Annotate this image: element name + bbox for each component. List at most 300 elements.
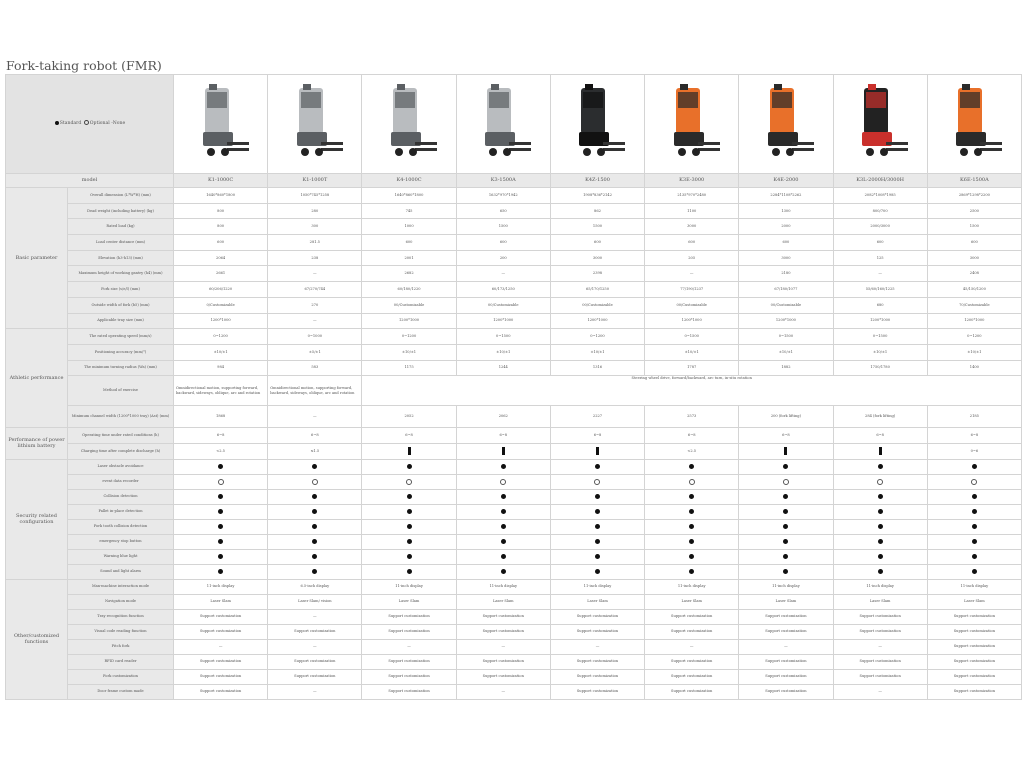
model-label: model (6, 174, 174, 188)
spec-value: 1200*1000 (362, 313, 456, 329)
param-label: Sound and light alarm (68, 564, 174, 579)
spec-value: 1316 (550, 360, 644, 376)
spec-value (833, 489, 927, 504)
model-name: K3L-2000H/3000H (833, 174, 927, 188)
param-label: Maximum height of working gantry (h4) (mm) (68, 266, 174, 282)
spec-row (6, 219, 1022, 235)
category-label: Performance of power lithium battery (6, 428, 68, 459)
spec-value: 280 (268, 203, 362, 219)
spec-row (6, 489, 1022, 504)
spec-value: 70/Customizable (927, 297, 1021, 313)
spec-value (927, 519, 1021, 534)
spec-value: — (833, 684, 927, 699)
spec-value: 984 (174, 360, 268, 376)
spec-value: — (174, 639, 268, 654)
spec-value: 600 (927, 235, 1021, 251)
param-label: Minimum channel width (1200*1000 tray) (Ast) (mm) (68, 406, 174, 428)
standard-dot-icon (972, 464, 977, 469)
spec-value (456, 564, 550, 579)
spec-value (362, 534, 456, 549)
param-label: Outside width of fork (b5) (mm) (68, 297, 174, 313)
spec-value: 2227 (550, 406, 644, 428)
spec-value: Support customization (362, 684, 456, 699)
spec-value: Support customization (927, 609, 1021, 624)
standard-dot-icon (501, 509, 506, 514)
spec-value: — (268, 639, 362, 654)
spec-value (833, 504, 927, 519)
standard-dot-icon (878, 509, 883, 514)
standard-dot-icon (312, 569, 317, 574)
spec-value (268, 519, 362, 534)
standard-dot-icon (689, 539, 694, 544)
spec-value (456, 443, 550, 459)
optional-ring-icon (783, 479, 789, 485)
spec-value: Support customization (927, 654, 1021, 669)
spec-value: 11-inch display (362, 579, 456, 594)
model-name: K3E-3000 (645, 174, 739, 188)
spec-value: Support customization (645, 654, 739, 669)
spec-row (6, 428, 1022, 444)
spec-value (174, 489, 268, 504)
spec-value: 1200*1000 (833, 313, 927, 329)
spec-value: 1200*1000 (174, 313, 268, 329)
spec-row (6, 188, 1022, 204)
spec-value: 60/180/1220 (362, 282, 456, 298)
spec-value: 0~1500 (645, 329, 739, 345)
optional-ring-icon (406, 479, 412, 485)
spec-value (645, 564, 739, 579)
page-title: Fork-taking robot (FMR) (6, 58, 162, 73)
spec-value: — (268, 684, 362, 699)
spec-value: Support customization (550, 609, 644, 624)
spec-value (927, 534, 1021, 549)
param-label: Tray recognition function (68, 609, 174, 624)
spec-value: 583 (268, 360, 362, 376)
param-label: Positioning accuracy (mm/°) (68, 344, 174, 360)
spec-value: 600 (456, 235, 550, 251)
param-label: Laser obstacle avoidance (68, 459, 174, 474)
spec-value: 55/60/160/1225 (833, 282, 927, 298)
param-label: The rated operating speed (mm/s) (68, 329, 174, 345)
standard-dot-icon (878, 524, 883, 529)
spec-value (174, 549, 268, 564)
spec-value: 6~8 (833, 428, 927, 444)
spec-value: 3000 (550, 250, 644, 266)
spec-value: 745 (362, 203, 456, 219)
spec-value: Support customization (927, 669, 1021, 684)
spec-value: ±10/±1 (833, 344, 927, 360)
spec-value: Support customization (927, 684, 1021, 699)
spec-value: Support customization (739, 609, 833, 624)
spec-value: 00/Customizable (645, 297, 739, 313)
spec-value: 1500 (550, 219, 644, 235)
robot-image (739, 75, 833, 174)
spec-value: 6~8 (550, 428, 644, 444)
spec-value: — (456, 684, 550, 699)
standard-dot-icon (312, 464, 317, 469)
optional-ring-icon (971, 479, 977, 485)
bar-icon (596, 447, 599, 455)
standard-dot-icon (689, 509, 694, 514)
spec-value (645, 459, 739, 474)
standard-dot-icon (972, 509, 977, 514)
bar-icon (784, 447, 787, 455)
spec-row (6, 235, 1022, 251)
spec-value (739, 489, 833, 504)
spec-value (833, 474, 927, 489)
standard-dot-icon (501, 524, 506, 529)
spec-value: Laser Slam (362, 594, 456, 609)
spec-value: 2052 (362, 406, 456, 428)
spec-value: 00/Customizable (550, 297, 644, 313)
spec-value: Support customization (174, 654, 268, 669)
spec-value (174, 519, 268, 534)
spec-value: Support customization (739, 624, 833, 639)
spec-value: 67/270/744 (268, 282, 362, 298)
spec-value (362, 504, 456, 519)
spec-value (550, 564, 644, 579)
standard-dot-icon (218, 494, 223, 499)
standard-dot-icon (407, 539, 412, 544)
spec-value (739, 549, 833, 564)
spec-value: ±10/±1 (362, 344, 456, 360)
spec-value (362, 474, 456, 489)
standard-dot-icon (501, 539, 506, 544)
spec-value (645, 534, 739, 549)
spec-row (6, 282, 1022, 298)
spec-value: 0~1500 (456, 329, 550, 345)
spec-value: Support customization (833, 609, 927, 624)
standard-dot-icon (783, 524, 788, 529)
spec-value: — (362, 639, 456, 654)
spec-value: Support customization (362, 654, 456, 669)
category-label: Security related configuration (6, 459, 68, 579)
bar-icon (502, 447, 505, 455)
spec-value: Support customization (833, 654, 927, 669)
spec-value (550, 534, 644, 549)
standard-dot-icon (312, 494, 317, 499)
spec-value: ±10/±1 (456, 344, 550, 360)
spec-value: Laser Slam (174, 594, 268, 609)
spec-value (362, 443, 456, 459)
spec-value (739, 459, 833, 474)
standard-dot-icon (218, 554, 223, 559)
spec-value: ±10/±1 (927, 344, 1021, 360)
param-label: Collision detection (68, 489, 174, 504)
standard-dot-icon (595, 569, 600, 574)
spec-value: 11-inch display (174, 579, 268, 594)
spec-value (550, 504, 644, 519)
param-label: event data recorder (68, 474, 174, 489)
spec-value: <2.5 (174, 443, 268, 459)
spec-value: — (833, 639, 927, 654)
spec-value (927, 474, 1021, 489)
spec-value: Support customization (833, 624, 927, 639)
optional-ring-icon (877, 479, 883, 485)
spec-row (6, 624, 1022, 639)
spec-value (645, 474, 739, 489)
spec-value: <2.5 (645, 443, 739, 459)
standard-dot-icon (312, 509, 317, 514)
spec-value: 11-inch display (550, 579, 644, 594)
spec-value: 11-inch display (927, 579, 1021, 594)
param-label: Fork tooth collision detection (68, 519, 174, 534)
spec-value: 1500 (927, 219, 1021, 235)
param-label: Pitch fork (68, 639, 174, 654)
spec-value: 600 (550, 235, 644, 251)
spec-value: 284 (fork lifting) (833, 406, 927, 428)
standard-dot-icon (878, 569, 883, 574)
robot-image (550, 75, 644, 174)
spec-value: Support customization (174, 624, 268, 639)
spec-value: — (268, 609, 362, 624)
spec-value: 1500 (456, 219, 550, 235)
spec-value (268, 504, 362, 519)
spec-value (739, 474, 833, 489)
param-label: Operating time under rated conditions (h) (68, 428, 174, 444)
spec-value: 45/150/1200 (927, 282, 1021, 298)
spec-value (739, 564, 833, 579)
spec-value: Support customization (550, 684, 644, 699)
spec-value: 6.5-inch display (268, 579, 362, 594)
legend-optional: Optional (89, 121, 110, 127)
spec-value: Laser Slam (550, 594, 644, 609)
standard-dot-icon (312, 539, 317, 544)
spec-value (833, 519, 927, 534)
spec-value (645, 519, 739, 534)
standard-dot-icon (407, 464, 412, 469)
spec-row (6, 344, 1022, 360)
spec-value: 11-inch display (739, 579, 833, 594)
spec-value: 65/170/1250 (550, 282, 644, 298)
spec-value: 1882 (739, 360, 833, 376)
spec-value: Support customization (927, 639, 1021, 654)
spec-value: Support customization (927, 624, 1021, 639)
spec-value: 600 (645, 235, 739, 251)
spec-value: Support customization (739, 654, 833, 669)
spec-value (550, 489, 644, 504)
spec-value: Support customization (362, 669, 456, 684)
spec-value: 238 (268, 250, 362, 266)
standard-dot-icon (501, 569, 506, 574)
spec-value (739, 519, 833, 534)
spec-value (550, 474, 644, 489)
spec-value: — (645, 266, 739, 282)
spec-row (6, 266, 1022, 282)
standard-dot-icon (407, 569, 412, 574)
spec-value: Support customization (550, 669, 644, 684)
spec-value (362, 549, 456, 564)
spec-value (362, 519, 456, 534)
spec-value: 600 (362, 235, 456, 251)
spec-value: Laser Slam (456, 594, 550, 609)
spec-value (739, 534, 833, 549)
param-label: Dead weight (including battery) (kg) (68, 203, 174, 219)
spec-row (6, 329, 1022, 345)
spec-value: Laser Slam (927, 594, 1021, 609)
param-label: Rated load (kg) (68, 219, 174, 235)
spec-value (927, 489, 1021, 504)
spec-value: 0~1500 (833, 329, 927, 345)
spec-value (456, 474, 550, 489)
spec-value: Laser Slam (645, 594, 739, 609)
optional-ring-icon (84, 120, 89, 125)
category-label: Basic parameter (6, 188, 68, 329)
param-label: Load center distance (mm) (68, 235, 174, 251)
spec-value: 11-inch display (456, 579, 550, 594)
legend-standard: Standard (59, 121, 82, 127)
spec-value: 1050*745*1258 (268, 188, 362, 204)
standard-dot-icon (407, 494, 412, 499)
spec-value (645, 489, 739, 504)
spec-value (456, 534, 550, 549)
spec-value: 6~8 (362, 428, 456, 444)
optional-ring-icon (689, 479, 695, 485)
spec-value: 1200*1000 (645, 313, 739, 329)
spec-value (833, 564, 927, 579)
bar-icon (879, 447, 882, 455)
spec-value: 1300 (739, 203, 833, 219)
spec-value (456, 504, 550, 519)
spec-value (833, 534, 927, 549)
param-label: Fork size (s/e/l) (mm) (68, 282, 174, 298)
spec-value (174, 534, 268, 549)
model-name: K1-1000C (174, 174, 268, 188)
spec-value (174, 564, 268, 579)
standard-dot-icon (783, 509, 788, 514)
spec-value: 2573 (645, 406, 739, 428)
spec-row (6, 639, 1022, 654)
model-name: K1-1000T (268, 174, 362, 188)
spec-value: 11-inch display (833, 579, 927, 594)
spec-value: 00/Customizable (362, 297, 456, 313)
spec-row (6, 250, 1022, 266)
spec-value: Support customization (268, 654, 362, 669)
standard-dot-icon (689, 464, 694, 469)
standard-dot-icon (689, 569, 694, 574)
spec-value: — (833, 266, 927, 282)
spec-value: — (739, 639, 833, 654)
robot-image (174, 75, 268, 174)
spec-value: Support customization (645, 684, 739, 699)
standard-dot-icon (218, 569, 223, 574)
spec-value: 2062 (456, 406, 550, 428)
param-label: Visual code reading function (68, 624, 174, 639)
spec-row (6, 564, 1022, 579)
param-label: Navigation mode (68, 594, 174, 609)
standard-dot-icon (972, 539, 977, 544)
spec-value: 1244 (456, 360, 550, 376)
spec-value (927, 549, 1021, 564)
spec-value: 1640*860*1800 (174, 188, 268, 204)
spec-value: 600 (174, 235, 268, 251)
standard-dot-icon (878, 539, 883, 544)
param-label: Elevation (h3-h13) (mm) (68, 250, 174, 266)
standard-dot-icon (312, 554, 317, 559)
model-name: K4E-2000 (739, 174, 833, 188)
spec-value: 0~1200 (362, 329, 456, 345)
spec-value: Laser Slam (739, 594, 833, 609)
standard-dot-icon (689, 554, 694, 559)
spec-value: 200 (fork lifting) (739, 406, 833, 428)
robot-image (268, 75, 362, 174)
spec-value: 2408 (927, 266, 1021, 282)
spec-value: — (456, 639, 550, 654)
spec-value: 2284*1108*2262 (739, 188, 833, 204)
standard-dot-icon (972, 569, 977, 574)
spec-value (739, 504, 833, 519)
spec-value: 2185 (927, 406, 1021, 428)
spec-value: 77/190/1237 (645, 282, 739, 298)
robot-image (833, 75, 927, 174)
standard-dot-icon (595, 524, 600, 529)
param-label: Man-machine interaction mode (68, 579, 174, 594)
optional-ring-icon (218, 479, 224, 485)
standard-dot-icon (595, 494, 600, 499)
spec-value: 1868 (174, 406, 268, 428)
category-label: Other/customized functions (6, 579, 68, 699)
spec-value (268, 459, 362, 474)
spec-value: 1400 (927, 360, 1021, 376)
standard-dot-icon (595, 554, 600, 559)
spec-value: 6~8 (927, 428, 1021, 444)
model-name: K4-1000C (362, 174, 456, 188)
param-label: Charging time after complete discharge (h) (68, 443, 174, 459)
spec-value: Support customization (456, 609, 550, 624)
spec-value: 0~1000 (268, 329, 362, 345)
spec-value: 0/Customizable (174, 297, 268, 313)
spec-value (268, 489, 362, 504)
spec-value: 1200*1000 (927, 313, 1021, 329)
standard-dot-icon (501, 554, 506, 559)
spec-row (6, 360, 1022, 376)
spec-value: Support customization (645, 609, 739, 624)
spec-value: ±10/±1 (739, 344, 833, 360)
spec-value: Laser Slam/ vision (268, 594, 362, 609)
param-label: Applicable tray size (mm) (68, 313, 174, 329)
model-name: K6E-1500A (927, 174, 1021, 188)
spec-row (6, 443, 1022, 459)
spec-value: 6~8 (645, 428, 739, 444)
spec-value: 1100 (645, 203, 739, 219)
spec-value: 2180 (739, 266, 833, 282)
spec-value: 00/Customizable (739, 297, 833, 313)
spec-value: 1632*970*1942 (456, 188, 550, 204)
model-name: K4Z-1500 (550, 174, 644, 188)
standard-dot-icon (783, 554, 788, 559)
standard-dot-icon (878, 464, 883, 469)
param-label: Method of exercise (68, 376, 174, 406)
spec-value (927, 564, 1021, 579)
spec-value (174, 459, 268, 474)
spec-value: Steering wheel drive, forward/backward, arc turn, in-situ rotation (362, 376, 1022, 406)
spec-value (550, 519, 644, 534)
spec-value: ≤1.5 (268, 443, 362, 459)
param-label: Pallet in-place detection (68, 504, 174, 519)
standard-dot-icon (783, 569, 788, 574)
spec-value (550, 443, 644, 459)
standard-dot-icon (595, 509, 600, 514)
spec-value: Support customization (739, 669, 833, 684)
model-row (6, 174, 1022, 188)
spec-value (268, 564, 362, 579)
param-label: RFID card reader (68, 654, 174, 669)
spec-value: — (456, 266, 550, 282)
standard-dot-icon (972, 554, 977, 559)
spec-value: — (268, 313, 362, 329)
spec-value: 00/Customizable (456, 297, 550, 313)
spec-value: ±10/±1 (550, 344, 644, 360)
